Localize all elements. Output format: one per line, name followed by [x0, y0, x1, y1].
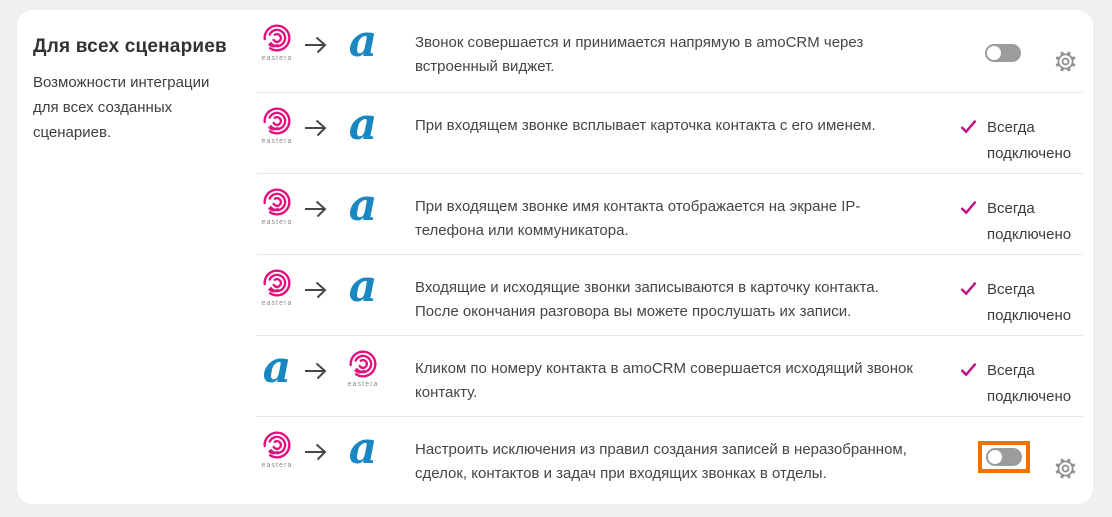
- eastera-logo: [261, 106, 292, 145]
- amocrm-logo: a: [262, 342, 292, 393]
- source-logo-slot: [257, 23, 297, 62]
- source-logo-slot: [257, 268, 297, 307]
- eastera-wordmark: eastera: [261, 55, 293, 62]
- always-connected-label: Всегда подключено: [987, 200, 1072, 243]
- row-description: Входящие и исходящие звонки записываются в карточку контакта. После окончания разговора вы можете прослушать их записи.: [415, 279, 879, 320]
- eastera-wordmark: eastera: [261, 300, 293, 307]
- integration-row: [257, 336, 1083, 417]
- target-logo-slot: [341, 16, 385, 67]
- target-logo-slot: [341, 349, 385, 388]
- row-description-cell: [415, 10, 960, 92]
- direction-icons: [257, 10, 415, 92]
- amocrm-logo: a: [348, 423, 378, 474]
- row-status-cell: [960, 255, 1083, 335]
- section-description: Возможности интеграции для всех созданных сценариев.: [33, 74, 210, 141]
- arrow-right-icon: [303, 360, 329, 382]
- direction-icons: [257, 255, 415, 335]
- highlight-box: [978, 441, 1030, 473]
- eastera-spiral-icon: [262, 106, 292, 136]
- integration-row: [257, 93, 1083, 174]
- gear-icon[interactable]: [1054, 50, 1077, 73]
- eastera-wordmark: eastera: [261, 219, 293, 226]
- row-description: Звонок совершается и принимается напрямую в amoCRM через встроенный виджет.: [415, 34, 864, 75]
- scenario-rows: [257, 10, 1093, 504]
- check-icon: [960, 362, 977, 377]
- direction-icons: [257, 336, 415, 416]
- row-description-cell: [415, 255, 960, 335]
- integration-row: [257, 174, 1083, 255]
- section-title: Для всех сценариев: [33, 36, 227, 57]
- integration-row: [257, 417, 1083, 504]
- amocrm-logo: a: [348, 16, 378, 67]
- always-connected-label: Всегда подключено: [987, 362, 1072, 405]
- arrow-right-icon: [303, 441, 329, 463]
- target-logo-slot: [341, 261, 385, 312]
- always-connected-label: Всегда подключено: [987, 281, 1072, 324]
- row-description: Настроить исключения из правил создания записей в неразобранном, сделок, контактов и задач при входящих звонках в отделы.: [415, 441, 907, 482]
- row-description-cell: [415, 417, 960, 504]
- eastera-logo: [261, 268, 292, 307]
- eastera-wordmark: eastera: [347, 381, 379, 388]
- sidebar: [17, 10, 257, 504]
- eastera-spiral-icon: [262, 187, 292, 217]
- row-status-cell: [960, 174, 1083, 254]
- direction-icons: [257, 174, 415, 254]
- source-logo-slot: [257, 342, 297, 393]
- row-description: При входящем звонке имя контакта отображается на экране IP-телефона или коммуникатора.: [415, 198, 861, 239]
- eastera-wordmark: eastera: [261, 138, 293, 145]
- source-logo-slot: [257, 187, 297, 226]
- direction-icons: [257, 93, 415, 173]
- always-connected-label: Всегда подключено: [987, 119, 1072, 162]
- amocrm-logo: a: [348, 180, 378, 231]
- arrow-right-icon: [303, 279, 329, 301]
- eastera-spiral-icon: [262, 430, 292, 460]
- eastera-spiral-icon: [262, 268, 292, 298]
- target-logo-slot: [341, 423, 385, 474]
- arrow-right-icon: [303, 198, 329, 220]
- target-logo-slot: [341, 99, 385, 150]
- integration-row: [257, 10, 1083, 93]
- eastera-logo: [347, 349, 378, 388]
- amocrm-logo: a: [348, 99, 378, 150]
- direction-icons: [257, 417, 415, 504]
- eastera-spiral-icon: [262, 23, 292, 53]
- row-description: При входящем звонке всплывает карточка контакта с его именем.: [415, 117, 876, 134]
- check-icon: [960, 119, 977, 134]
- arrow-right-icon: [303, 117, 329, 139]
- row-description-cell: [415, 336, 960, 416]
- check-icon: [960, 200, 977, 215]
- amocrm-logo: a: [348, 261, 378, 312]
- integration-settings-card: [17, 10, 1093, 504]
- check-icon: [960, 281, 977, 296]
- target-logo-slot: [341, 180, 385, 231]
- source-logo-slot: [257, 430, 297, 469]
- source-logo-slot: [257, 106, 297, 145]
- eastera-logo: [261, 23, 292, 62]
- toggle-knob: [988, 450, 1002, 464]
- toggle-knob: [987, 46, 1001, 60]
- row-status-cell: [960, 336, 1083, 416]
- arrow-right-icon: [303, 34, 329, 56]
- eastera-logo: [261, 187, 292, 226]
- eastera-spiral-icon: [348, 349, 378, 379]
- row-status-cell: [960, 93, 1083, 173]
- row-description: Кликом по номеру контакта в amoCRM совершается исходящий звонок контакту.: [415, 360, 913, 401]
- integration-row: [257, 255, 1083, 336]
- eastera-wordmark: eastera: [261, 462, 293, 469]
- gear-icon[interactable]: [1054, 457, 1077, 480]
- eastera-logo: [261, 430, 292, 469]
- toggle-switch[interactable]: [985, 44, 1021, 62]
- row-description-cell: [415, 174, 960, 254]
- row-description-cell: [415, 93, 960, 173]
- toggle-switch[interactable]: [986, 448, 1022, 466]
